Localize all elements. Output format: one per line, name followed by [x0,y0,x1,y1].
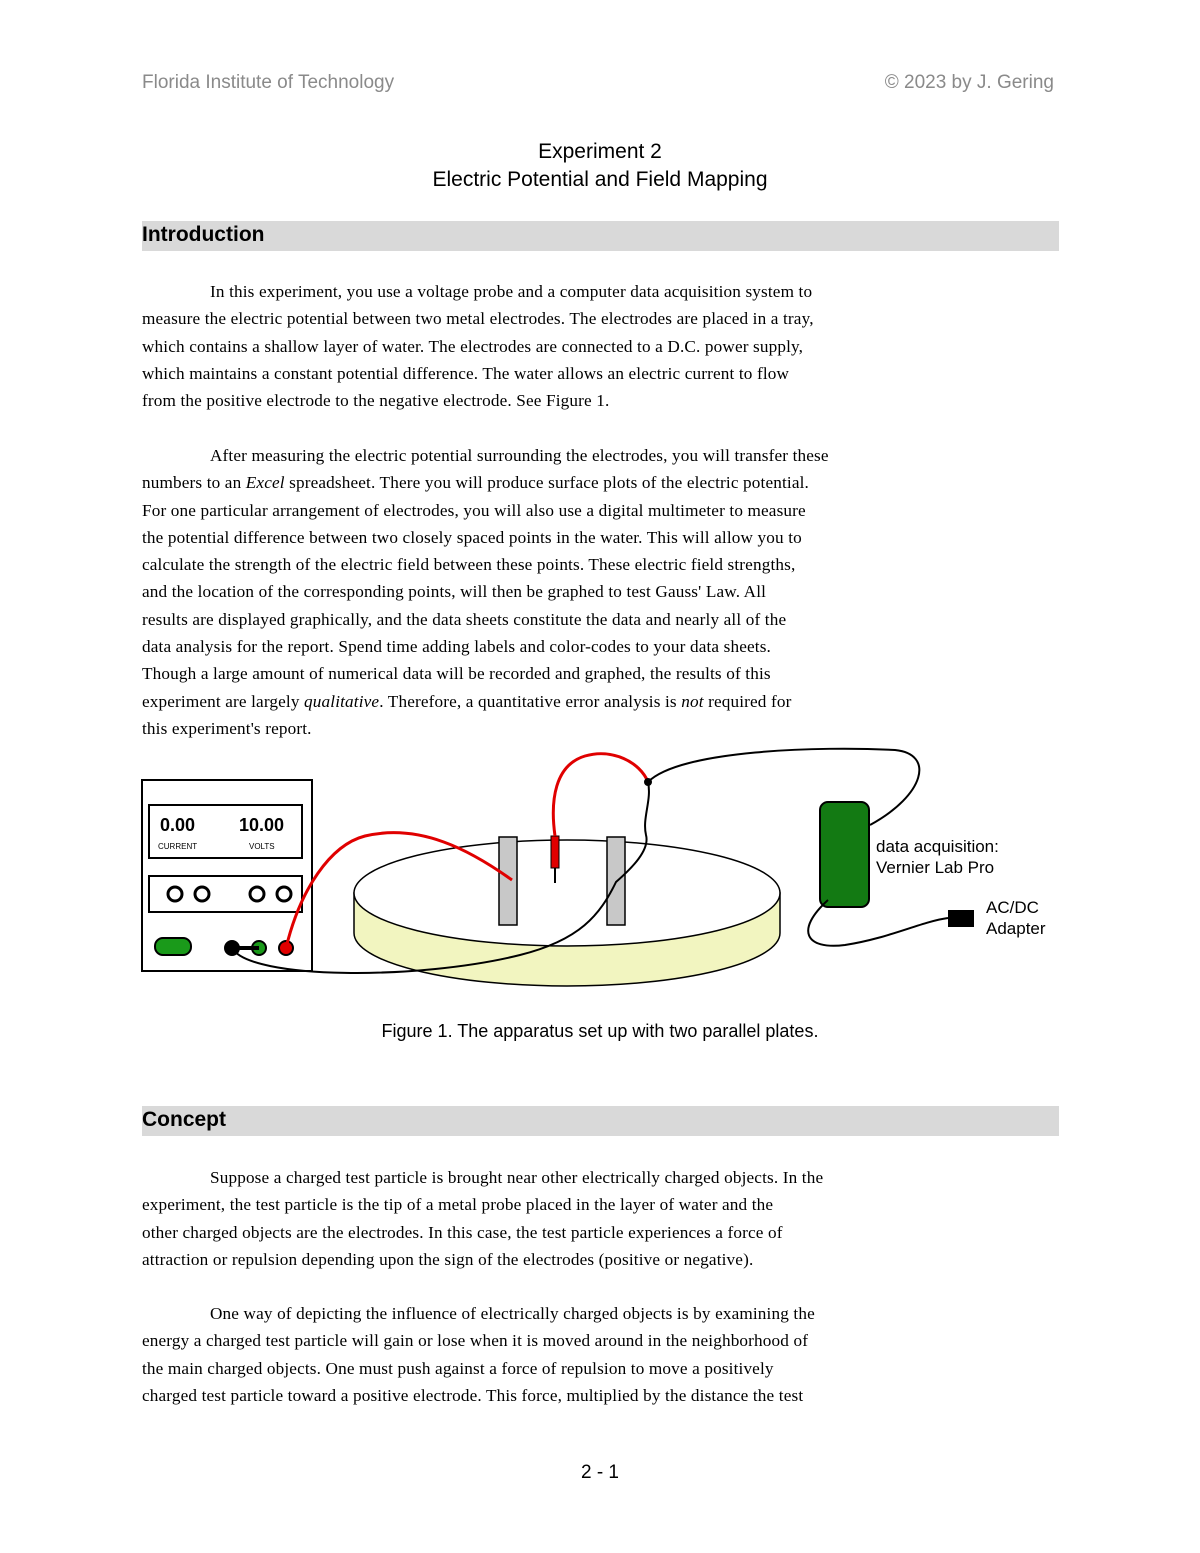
intro-paragraph-1 [142,278,1059,414]
current-readout: 0.00 [160,815,196,835]
power-switch [155,938,191,955]
intro-p1-line: which maintains a constant potential difference. The water allows an electric current to flow [142,363,790,383]
water-tray [354,840,780,986]
intro-p2-line: numbers to an Excel spreadsheet. There you will produce surface plots of the electric potential. [142,473,809,493]
page-title [0,138,1200,194]
intro-p1-line: from the positive electrode to the negative electrode. See Figure 1. [142,391,610,411]
intro-p2-line: this experiment's report. [142,718,312,738]
apparatus-figure [0,740,1200,1010]
knob [168,887,182,901]
intro-p1-line: measure the electric potential between two metal electrodes. The electrodes are placed in a tray, [142,309,814,329]
concept-p2-line: the main charged objects. One must push against a force of repulsion to move a positively [142,1358,774,1378]
page-number: 2 - 1 [580,1462,620,1483]
intro-paragraph-2 [142,442,1059,742]
concept-heading: Concept [142,1108,226,1131]
concept-p2-line: energy a charged test particle will gain or lose when it is moved around in the neighborhood of [142,1331,809,1351]
concept-p1-line: other charged objects are the electrodes. In this case, the test particle experiences a force of [142,1222,783,1242]
intro-p1-line: which contains a shallow layer of water. The electrodes are connected to a D.C. power supply, [142,336,804,356]
volts-readout: 10.00 [239,815,285,835]
intro-p2-line: the potential difference between two closely spaced points in the water. This will allow you to [142,527,802,547]
concept-p1-line: Suppose a charged test particle is brought near other electrically charged objects. In the [210,1168,824,1187]
header-copyright: © 2023 by J. Gering [884,72,1054,93]
adapter-label-1: AC/DC [986,898,1039,917]
intro-p2-line: For one particular arrangement of electrodes, you will also use a digital multimeter to measure [142,500,806,520]
intro-p2-line: and the location of the corresponding points, will then be graphed to test Gauss' Law. All [142,582,767,602]
not-italic: not [681,691,704,711]
intro-p2-line: After measuring the electric potential surrounding the electrodes, you will transfer these [210,446,829,465]
daq-label-2: Vernier Lab Pro [876,858,995,877]
daq-device [820,802,869,907]
concept-p1-line: experiment, the test particle is the tip of a metal probe placed in the layer of water and the [142,1195,774,1215]
excel-italic: Excel [245,473,285,493]
intro-p2-line: results are displayed graphically, and the data sheets constitute the data and nearly all of the [142,609,787,629]
header-institution: Florida Institute of Technology [142,72,395,93]
knob [195,887,209,901]
intro-p1-line: In this experiment, you use a voltage probe and a computer data acquisition system to [210,282,813,301]
figure-caption: Figure 1. The apparatus set up with two parallel plates. [381,1021,819,1041]
intro-p2-line: calculate the strength of the electric field between these points. These electric field strengths, [142,555,796,575]
concept-paragraph-1 [142,1164,1059,1273]
intro-p2-line: experiment are largely qualitative. Therefore, a quantitative error analysis is not required for [142,691,792,711]
intro-p2-line: data analysis for the report. Spend time adding labels and color-codes to your data sheets. [142,637,772,657]
volts-label: VOLTS [249,842,275,851]
qualitative-italic: qualitative [304,691,380,711]
probe-cable-to-daq [648,749,919,825]
concept-p1-line: attraction or repulsion depending upon the sign of the electrodes (positive or negative). [142,1249,754,1269]
knob [277,887,291,901]
introduction-heading: Introduction [142,223,265,246]
adapter-label-2: Adapter [986,919,1046,938]
concept-heading-bar [142,1106,1059,1136]
concept-p2-line: charged test particle toward a positive electrode. This force, multiplied by the distance the test [142,1385,804,1405]
left-electrode [499,837,517,925]
knob [250,887,264,901]
concept-paragraph-2 [142,1300,1059,1409]
concept-p2-line: One way of depicting the influence of electrically charged objects is by examining the [210,1304,815,1323]
title-line-2: Electric Potential and Field Mapping [432,168,768,191]
current-label: CURRENT [158,842,198,851]
introduction-heading-bar [142,221,1059,251]
intro-p2-line: Though a large amount of numerical data will be recorded and graphed, the results of this [142,664,771,684]
ac-dc-adapter [948,910,974,927]
voltage-probe [551,836,559,868]
red-probe-wire [553,754,648,836]
title-line-1: Experiment 2 [538,140,662,163]
daq-label-1: data acquisition: [876,837,999,856]
